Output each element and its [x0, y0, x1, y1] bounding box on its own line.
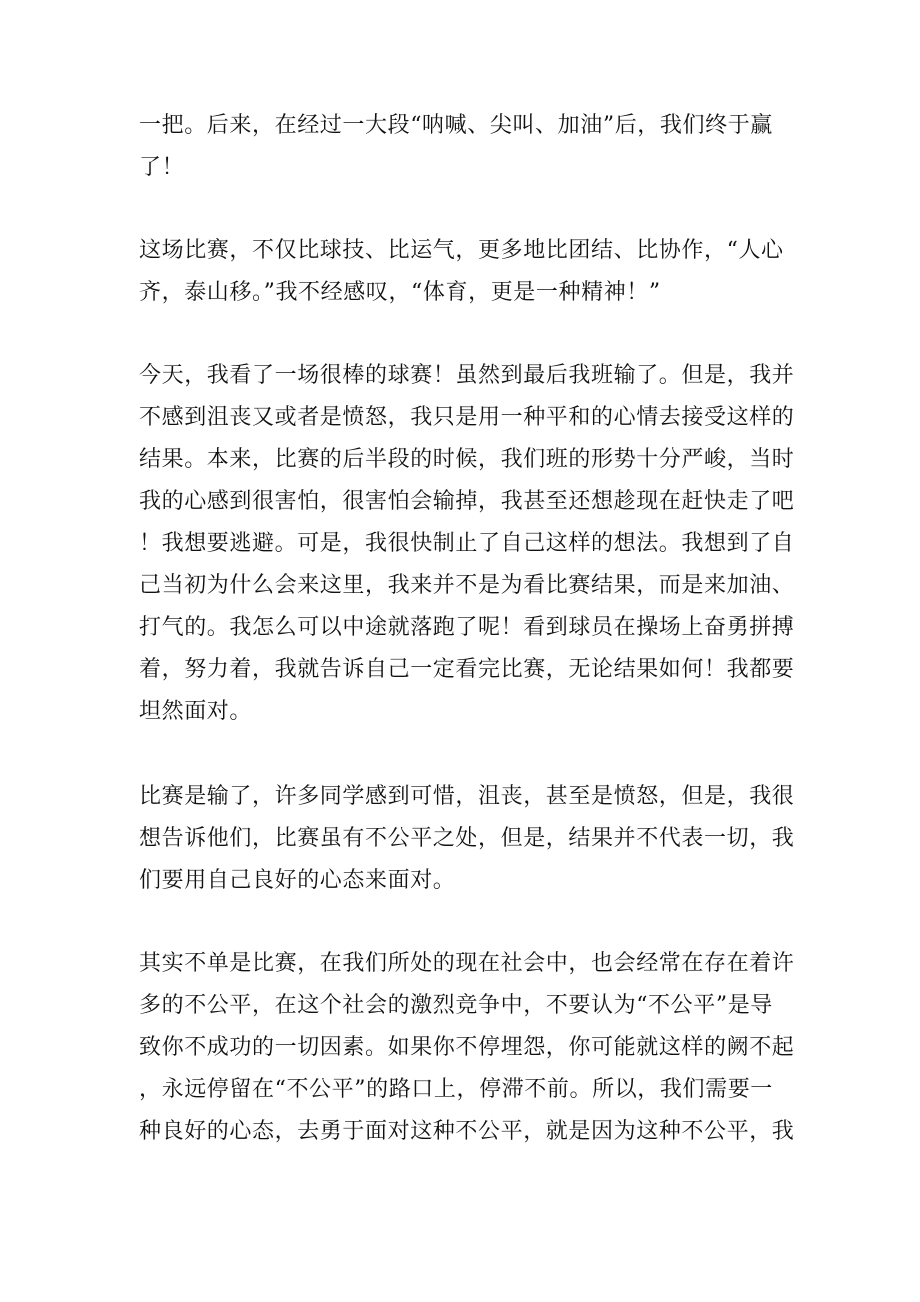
text-line: 多的不公平，在这个社会的激烈竞争中，不要认为“不公平”是导: [139, 993, 773, 1018]
text-line: 着，努力着，我就告诉自己一定看完比赛，无论结果如何！我都要: [139, 657, 795, 682]
text-line: 打气的。我怎么可以中途就落跑了呢！看到球员在操场上奋勇拼搏: [139, 615, 795, 640]
text-line: 今天，我看了一场很棒的球赛！虽然到最后我班输了。但是，我并: [139, 363, 795, 388]
text-line: 们要用自己良好的心态来面对。: [139, 868, 456, 893]
text-line: 一把。后来，在经过一大段“呐喊、尖叫、加油”后，我们终于赢: [139, 113, 773, 138]
text-line: ，永远停留在“不公平”的路口上，停滞不前。所以，我们需要一: [139, 1077, 773, 1102]
text-line: 己当初为什么会来这里，我来并不是为看比赛结果，而是来加油、: [139, 573, 795, 598]
text-line: 其实不单是比赛，在我们所处的现在社会中，也会经常在存在着许: [139, 951, 795, 976]
text-line: 致你不成功的一切因素。如果你不停埋怨，你可能就这样的阙不起: [139, 1035, 795, 1060]
text-line: 不感到沮丧又或者是愤怒，我只是用一种平和的心情去接受这样的: [139, 405, 795, 430]
text-line: 了！: [139, 155, 185, 180]
text-line: 想告诉他们，比赛虽有不公平之处，但是，结果并不代表一切，我: [139, 826, 795, 851]
text-line: ！我想要逃避。可是，我很快制止了自己这样的想法。我想到了自: [139, 531, 795, 556]
text-line: 这场比赛，不仅比球技、比运气，更多地比团结、比协作，“人心: [139, 238, 784, 263]
text-line: 齐，泰山移。”我不经感叹，“体育，更是一种精神！”: [139, 280, 661, 305]
text-line: 我的心感到很害怕，很害怕会输掉，我甚至还想趁现在赶快走了吧: [139, 489, 795, 514]
text-line: 坦然面对。: [139, 699, 253, 724]
text-line: 种良好的心态，去勇于面对这种不公平，就是因为这种不公平，我: [139, 1119, 795, 1144]
text-line: 比赛是输了，许多同学感到可惜，沮丧，甚至是愤怒，但是，我很: [139, 784, 795, 809]
text-line: 结果。本来，比赛的后半段的时候，我们班的形势十分严峻，当时: [139, 447, 795, 472]
